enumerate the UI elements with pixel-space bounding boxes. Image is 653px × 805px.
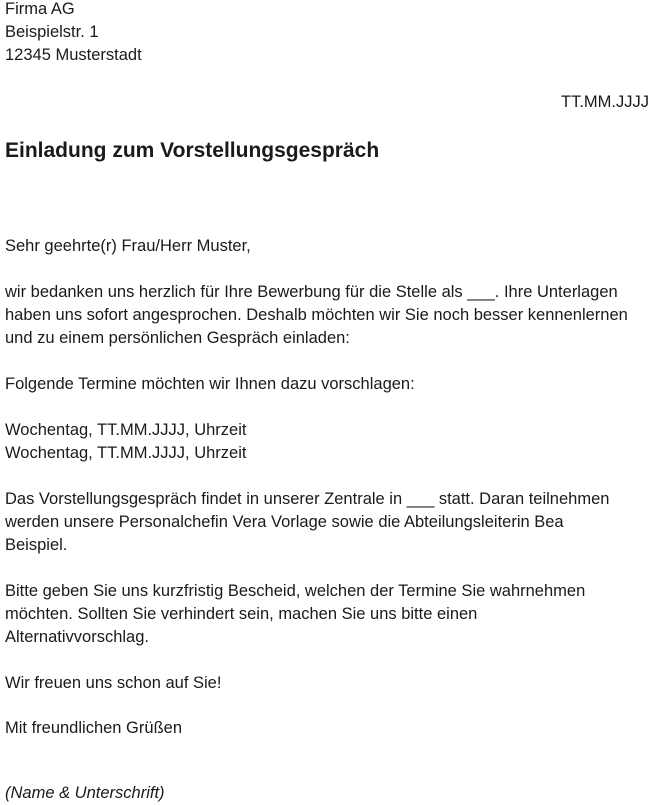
appointment-item: Wochentag, TT.MM.JJJJ, Uhrzeit [5,444,247,462]
paragraph-location [5,488,645,557]
paragraph-line: wir bedanken uns herzlich für Ihre Bewerbung für die Stelle als ___. Ihre Unterlagen [5,283,618,301]
sender-company: Firma AG [5,0,75,18]
appointment-list [5,419,645,465]
paragraph-line: Das Vorstellungsgespräch findet in unserer Zentrale in ___ statt. Daran teilnehmen [5,490,610,508]
paragraph-line: möchten. Sollten Sie verhindert sein, machen Sie uns bitte einen [5,605,478,623]
letter-subject: Einladung zum Vorstellungsgespräch [5,139,380,162]
sender-street: Beispielstr. 1 [5,23,99,41]
paragraph-dates-intro [5,373,645,396]
paragraph-reply [5,580,645,649]
closing [5,717,645,740]
closing-text: Mit freundlichen Grüßen [5,719,182,737]
appointment-item: Wochentag, TT.MM.JJJJ, Uhrzeit [5,421,247,439]
paragraph-intro [5,281,645,350]
paragraph-line: Alternativvorschlag. [5,628,149,646]
salutation [5,235,645,258]
paragraph-line: Folgende Termine möchten wir Ihnen dazu vorschlagen: [5,375,415,393]
paragraph-line: Bitte geben Sie uns kurzfristig Bescheid, welchen der Termine Sie wahrnehmen [5,582,586,600]
paragraph-line: Wir freuen uns schon auf Sie! [5,674,222,692]
sender-address [5,0,649,67]
salutation-text: Sehr geehrte(r) Frau/Herr Muster, [5,237,251,255]
signature-placeholder: (Name & Unterschrift) [5,784,165,802]
sender-city: 12345 Musterstadt [5,46,142,64]
paragraph-line: Beispiel. [5,536,68,554]
paragraph-line: haben uns sofort angesprochen. Deshalb möchten wir Sie noch besser kennenlernen [5,306,628,324]
paragraph-line: und zu einem persönlichen Gespräch einladen: [5,329,350,347]
letter-date: TT.MM.JJJJ [561,93,649,111]
paragraph-line: werden unsere Personalchefin Vera Vorlage sowie die Abteilungsleiterin Bea [5,513,564,531]
paragraph-closing-remark [5,672,645,695]
